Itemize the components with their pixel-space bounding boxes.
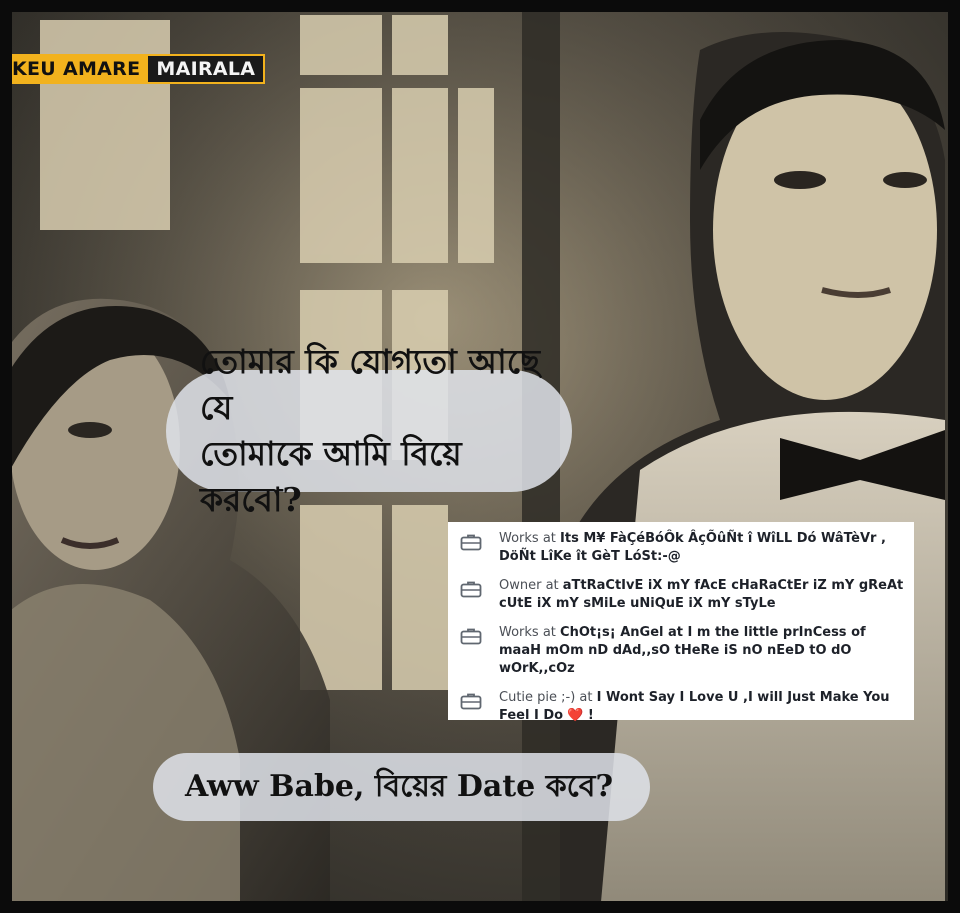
briefcase-icon (460, 580, 482, 598)
question-line-2: তোমাকে আমি বিয়ে করবো? (200, 434, 462, 519)
briefcase-icon (460, 533, 482, 551)
question-line-1: তোমার কি যোগ্যতা আছে যে (200, 342, 541, 427)
work-entry-text (499, 530, 904, 566)
answer-text: Aww Babe, বিয়ের Date কবে? (185, 768, 614, 804)
briefcase-icon (460, 627, 482, 645)
work-entry-prefix: Works at (499, 531, 561, 546)
brand-part-2: MAIRALA (148, 54, 265, 84)
work-entry (460, 577, 904, 613)
briefcase-icon (460, 692, 482, 710)
work-entry (460, 530, 904, 566)
brand-part-1: KEU AMARE (4, 54, 148, 84)
work-entry-prefix: Works at (499, 625, 561, 640)
work-entry-place[interactable]: ChOt¡s¡ AnGel at I m the little prInCess of maaH mOm nD dAd,,sO tHeRe iS nO nEeD tO dO wOrK,,cOz (499, 625, 866, 676)
work-entry-prefix: Cutie pie ;-) at (499, 690, 597, 705)
question-bubble (166, 342, 572, 519)
work-entry-place[interactable]: Its M¥ FàÇéBóÔk ÂçÕûÑt î WîLL Dó WâTèVr , DöÑt LîKe ît GèT LóSt:-@ (499, 531, 886, 564)
answer-bubble (153, 753, 650, 821)
work-entry-suffix: ! (583, 708, 594, 723)
work-entry (460, 624, 904, 678)
work-entry-text (499, 577, 904, 613)
heart-icon: ❤️ (567, 708, 584, 723)
work-entry-prefix: Owner at (499, 578, 563, 593)
work-entry (460, 689, 904, 725)
work-info-card (448, 522, 914, 723)
work-entry-place[interactable]: aTtRaCtIvE iX mY fAcE cHaRaCtEr iZ mY gReAt cUtE iX mY sMiLe uNiQuE iX mY sTyLe (499, 578, 904, 611)
work-entry-text (499, 624, 904, 678)
work-entry-text (499, 689, 904, 725)
work-entry-place[interactable]: I Wont Say I Love U ,I will Just Make You Feel I Do (499, 690, 890, 723)
brand-logo (4, 54, 265, 84)
